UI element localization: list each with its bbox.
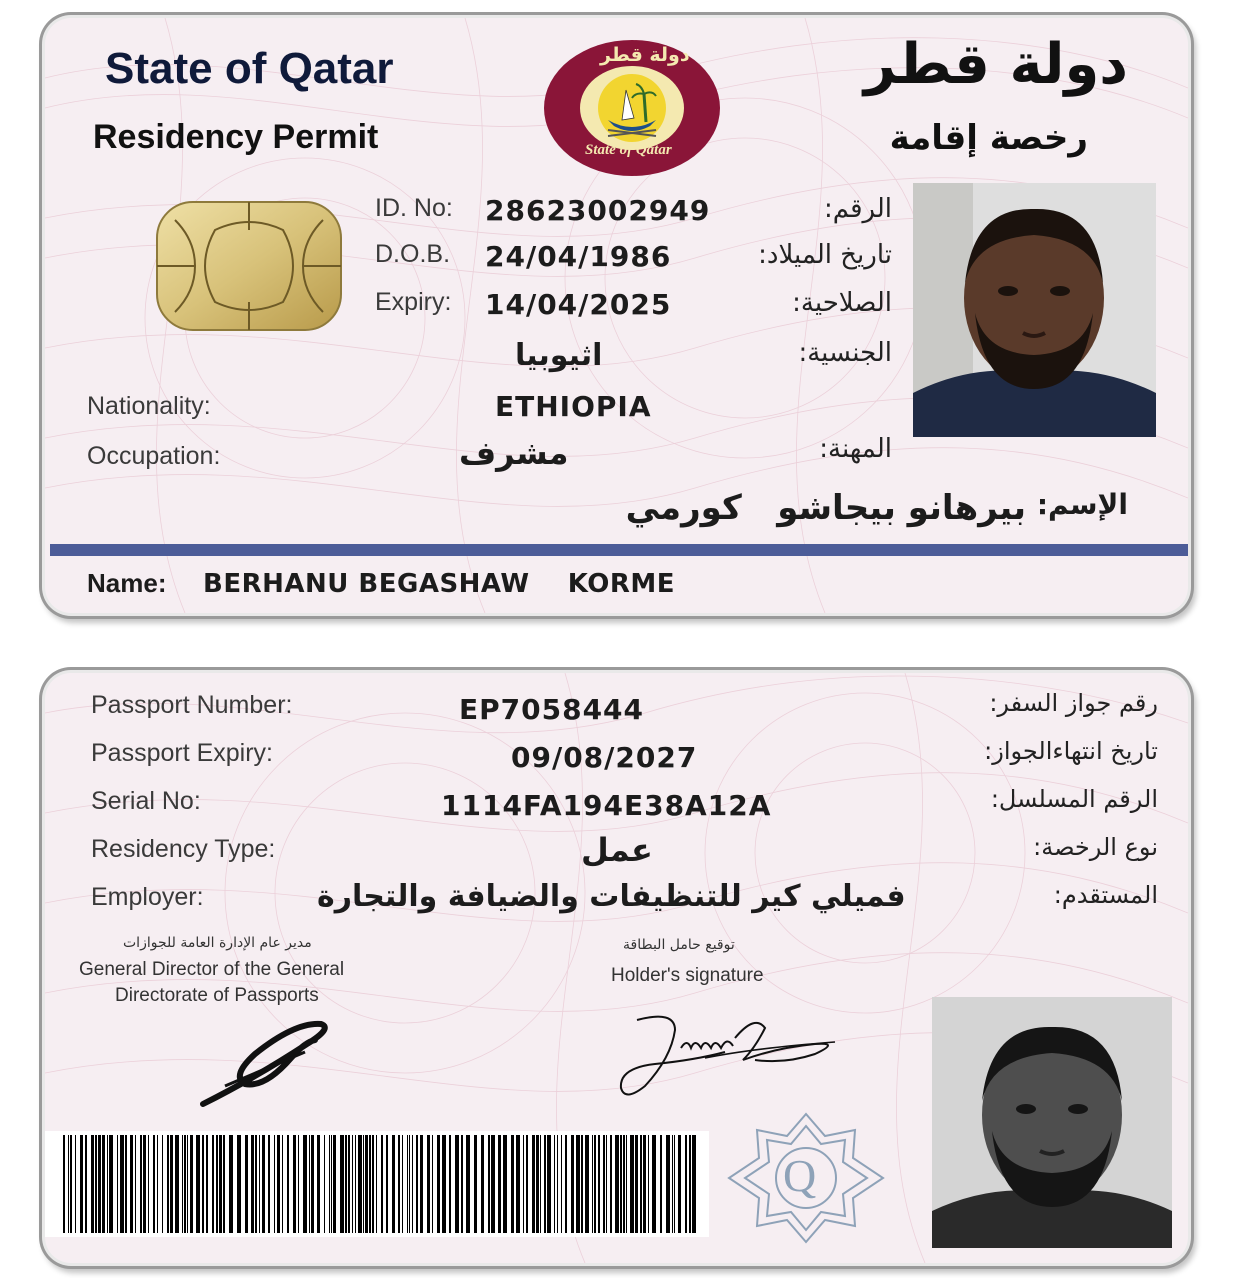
barcode-bar — [689, 1135, 691, 1233]
smart-chip-icon — [155, 200, 343, 332]
barcode-bar — [511, 1135, 514, 1233]
blue-divider-stripe — [50, 544, 1188, 556]
barcode-bar — [251, 1135, 254, 1233]
barcode-bar — [120, 1135, 124, 1233]
barcode-bar — [381, 1135, 383, 1233]
barcode-bar — [75, 1135, 76, 1233]
passport-number-value: EP7058444 — [459, 693, 645, 726]
barcode-bar — [167, 1135, 169, 1233]
barcode-bar — [317, 1135, 320, 1233]
barcode — [45, 1131, 709, 1237]
barcode-bar — [626, 1135, 627, 1233]
director-title-en-line2: Directorate of Passports — [115, 985, 319, 1006]
name-label-ar: الإسم: — [1036, 488, 1128, 521]
barcode-bar — [648, 1135, 649, 1233]
barcode-bar — [672, 1135, 673, 1233]
barcode-bar — [407, 1135, 408, 1233]
barcode-bar — [331, 1135, 332, 1233]
barcode-bar — [255, 1135, 257, 1233]
barcode-bar — [598, 1135, 600, 1233]
barcode-bar — [420, 1135, 423, 1233]
barcode-bar — [544, 1135, 546, 1233]
subtitle-ar: رخصة إقامة — [889, 118, 1088, 158]
nationality-value-ar: اثيوبيا — [515, 338, 603, 373]
holder-signature-ar: توقيع حامل البطاقة — [623, 937, 735, 953]
serial-value: 1114FA194E38A12A — [441, 789, 772, 822]
barcode-bar — [412, 1135, 413, 1233]
barcode-bar — [635, 1135, 638, 1233]
barcode-bar — [585, 1135, 589, 1233]
barcode-bar — [442, 1135, 446, 1233]
barcode-bar — [345, 1135, 347, 1233]
barcode-bar — [355, 1135, 356, 1233]
barcode-bar — [109, 1135, 113, 1233]
barcode-bar — [481, 1135, 484, 1233]
barcode-bar — [206, 1135, 208, 1233]
barcode-bar — [175, 1135, 179, 1233]
barcode-bar — [660, 1135, 662, 1233]
barcode-bar — [277, 1135, 280, 1233]
barcode-bar — [68, 1135, 69, 1233]
barcode-bar — [95, 1135, 97, 1233]
name-label-en: Name: — [87, 568, 167, 598]
title-ar: دولة قطر — [863, 32, 1128, 97]
residency-type-label-en: Residency Type: — [91, 835, 276, 863]
barcode-bar — [402, 1135, 403, 1233]
barcode-bar — [571, 1135, 574, 1233]
barcode-bar — [157, 1135, 158, 1233]
barcode-bar — [293, 1135, 296, 1233]
passport-number-label-en: Passport Number: — [91, 691, 293, 719]
barcode-bar — [348, 1135, 350, 1233]
dob-value: 24/04/1986 — [485, 240, 672, 273]
barcode-bar — [498, 1135, 501, 1233]
barcode-bar — [674, 1135, 675, 1233]
holder-portrait-gray-icon — [932, 997, 1172, 1248]
residency-type-label-ar: نوع الرخصة: — [1033, 833, 1158, 861]
barcode-bar — [652, 1135, 656, 1233]
barcode-bar — [516, 1135, 520, 1233]
barcode-bar — [303, 1135, 307, 1233]
holder-photo-grayscale — [932, 997, 1172, 1248]
dob-label-en: D.O.B. — [375, 240, 451, 268]
subtitle-en: Residency Permit — [93, 118, 379, 156]
passport-expiry-label-en: Passport Expiry: — [91, 739, 274, 767]
residency-card-back — [45, 673, 1188, 1263]
barcode-bar — [432, 1135, 433, 1233]
barcode-bar — [606, 1135, 607, 1233]
nationality-value-en: ETHIOPIA — [495, 390, 652, 423]
residency-card-front — [45, 18, 1188, 613]
barcode-bar — [630, 1135, 634, 1233]
barcode-bar — [85, 1135, 87, 1233]
barcode-bar — [547, 1135, 551, 1233]
emblem-bottom-text: State of Qatar — [585, 142, 672, 158]
barcode-bar — [187, 1135, 188, 1233]
barcode-bar — [623, 1135, 625, 1233]
barcode-bar — [102, 1135, 105, 1233]
barcode-bar — [536, 1135, 539, 1233]
director-title-en-line1: General Director of the General — [79, 959, 345, 980]
barcode-bar — [237, 1135, 241, 1233]
barcode-bar — [245, 1135, 248, 1233]
nationality-label-en: Nationality: — [87, 392, 211, 420]
barcode-bar — [117, 1135, 118, 1233]
barcode-bar — [333, 1135, 336, 1233]
barcode-bar — [581, 1135, 583, 1233]
barcode-bar — [692, 1135, 696, 1233]
holder-signature — [615, 1008, 845, 1103]
barcode-bar — [259, 1135, 260, 1233]
title-en: State of Qatar — [105, 44, 394, 93]
barcode-bar — [678, 1135, 681, 1233]
barcode-bar — [372, 1135, 374, 1233]
occupation-label-ar: المهنة: — [819, 434, 892, 464]
barcode-bar — [409, 1135, 410, 1233]
barcode-bar — [91, 1135, 94, 1233]
barcode-bar — [324, 1135, 325, 1233]
serial-label-ar: الرقم المسلسل: — [990, 785, 1158, 813]
id-label-ar: الرقم: — [824, 194, 892, 224]
barcode-bar — [274, 1135, 275, 1233]
barcode-bar — [592, 1135, 593, 1233]
id-label-en: ID. No: — [375, 194, 453, 222]
holder-photo — [913, 183, 1156, 437]
barcode-bar — [80, 1135, 83, 1233]
expiry-label-ar: الصلاحية: — [792, 288, 892, 318]
barcode-bar — [311, 1135, 314, 1233]
barcode-bar — [576, 1135, 580, 1233]
barcode-bar — [153, 1135, 155, 1233]
barcode-bar — [523, 1135, 524, 1233]
barcode-bar — [610, 1135, 612, 1233]
director-signature — [195, 1018, 345, 1110]
barcode-bar — [162, 1135, 163, 1233]
barcode-bar — [148, 1135, 149, 1233]
barcode-bar — [282, 1135, 283, 1233]
barcode-bar — [386, 1135, 388, 1233]
barcode-bar — [63, 1135, 65, 1233]
barcode-bar — [135, 1135, 136, 1233]
barcode-bar — [268, 1135, 270, 1233]
barcode-bar — [340, 1135, 344, 1233]
barcode-bar — [488, 1135, 490, 1233]
passport-expiry-label-ar: تاريخ انتهاءالجواز: — [984, 737, 1158, 765]
barcode-bar — [643, 1135, 646, 1233]
barcode-bar — [202, 1135, 204, 1233]
barcode-bar — [365, 1135, 368, 1233]
barcode-bar — [437, 1135, 440, 1233]
barcode-bar — [392, 1135, 395, 1233]
barcode-bar — [503, 1135, 507, 1233]
barcode-bar — [363, 1135, 364, 1233]
barcode-bar — [196, 1135, 200, 1233]
seal-letter: Q — [783, 1150, 817, 1201]
passport-expiry-value: 09/08/2027 — [511, 741, 698, 774]
barcode-bar — [184, 1135, 186, 1233]
barcode-bar — [532, 1135, 535, 1233]
barcode-bar — [620, 1135, 622, 1233]
nationality-label-ar: الجنسية: — [798, 338, 892, 368]
barcode-bar — [540, 1135, 541, 1233]
barcode-bar — [107, 1135, 108, 1233]
barcode-bar — [216, 1135, 218, 1233]
barcode-bar — [474, 1135, 477, 1233]
expiry-value: 14/04/2025 — [485, 288, 672, 321]
passport-number-label-ar: رقم جواز السفر: — [989, 689, 1158, 717]
barcode-bar — [262, 1135, 265, 1233]
barcode-bar — [376, 1135, 377, 1233]
name-value-en: BERHANU BEGASHAW KORME — [203, 569, 676, 599]
barcode-bar — [561, 1135, 562, 1233]
barcode-bar — [461, 1135, 463, 1233]
barcode-bar — [143, 1135, 146, 1233]
barcode-bar — [640, 1135, 642, 1233]
expiry-label-en: Expiry: — [375, 288, 452, 316]
barcode-bar — [182, 1135, 183, 1233]
barcode-bar — [449, 1135, 451, 1233]
barcode-bar — [140, 1135, 142, 1233]
employer-value-ar: فميلي كير للتنظيفات والضيافة والتجارة — [317, 879, 906, 914]
barcode-bar — [170, 1135, 173, 1233]
barcode-bar — [416, 1135, 418, 1233]
barcode-bar — [666, 1135, 670, 1233]
holder-portrait-icon — [913, 183, 1156, 437]
director-title-ar: مدير عام الإدارة العامة للجوازات — [123, 935, 312, 951]
barcode-bar — [130, 1135, 133, 1233]
barcode-bar — [98, 1135, 101, 1233]
occupation-label-en: Occupation: — [87, 442, 221, 470]
dob-label-ar: تاريخ الميلاد: — [758, 240, 892, 270]
barcode-bar — [685, 1135, 687, 1233]
barcode-bar — [427, 1135, 430, 1233]
barcode-bar — [369, 1135, 371, 1233]
barcode-bar — [219, 1135, 222, 1233]
barcode-bar — [455, 1135, 459, 1233]
residency-type-value-ar: عمل — [581, 831, 653, 869]
barcode-bar — [358, 1135, 362, 1233]
barcode-bar — [557, 1135, 558, 1233]
barcode-bar — [229, 1135, 233, 1233]
employer-label-ar: المستقدم: — [1053, 881, 1158, 909]
barcode-bar — [329, 1135, 330, 1233]
barcode-bar — [526, 1135, 528, 1233]
barcode-bar — [223, 1135, 225, 1233]
barcode-bar — [125, 1135, 127, 1233]
barcode-bar — [287, 1135, 289, 1233]
barcode-bar — [352, 1135, 353, 1233]
employer-label-en: Employer: — [91, 883, 204, 911]
occupation-value-ar: مشرف — [459, 434, 569, 472]
barcode-bar — [70, 1135, 72, 1233]
barcode-bar — [309, 1135, 310, 1233]
barcode-bar — [491, 1135, 495, 1233]
barcode-bar — [554, 1135, 555, 1233]
serial-label-en: Serial No: — [91, 787, 201, 815]
holder-signature-en: Holder's signature — [611, 965, 764, 986]
barcode-bar — [190, 1135, 193, 1233]
barcode-bar — [603, 1135, 605, 1233]
id-value: 28623002949 — [485, 194, 711, 227]
name-value-ar: بيرهانو بيجاشو كورمي — [625, 488, 1026, 528]
emblem-top-text: دولة قطر — [600, 44, 690, 66]
barcode-bar — [615, 1135, 619, 1233]
barcode-bar — [565, 1135, 567, 1233]
barcode-bar — [466, 1135, 470, 1233]
barcode-bar — [398, 1135, 400, 1233]
barcode-bar — [212, 1135, 214, 1233]
barcode-bar — [298, 1135, 299, 1233]
barcode-bar — [594, 1135, 596, 1233]
